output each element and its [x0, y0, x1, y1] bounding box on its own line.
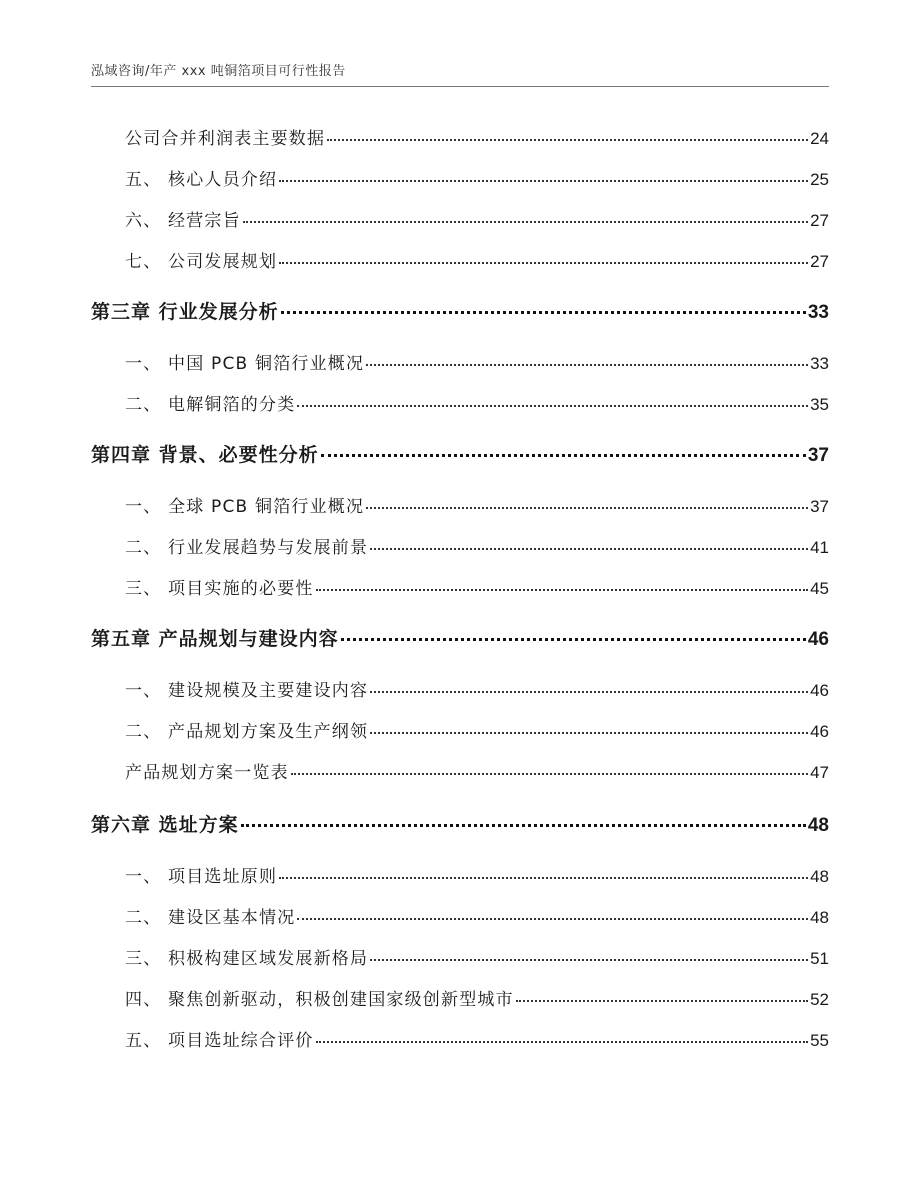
toc-entry[interactable]: [125, 758, 829, 783]
toc-entry-page: 52: [810, 990, 829, 1009]
dot-leader: [279, 168, 808, 185]
toc-entry-label: 五、 项目选址综合评价: [125, 1031, 314, 1051]
header-divider: [91, 86, 829, 87]
toc-entry[interactable]: [125, 1026, 829, 1051]
toc-entry-label: 七、 公司发展规划: [125, 252, 278, 272]
dot-leader: [327, 127, 808, 144]
toc-entry-label: 四、 聚焦创新驱动，积极创建国家级创新型城市: [125, 990, 514, 1010]
toc-entry[interactable]: [125, 944, 829, 969]
toc-entry[interactable]: [125, 124, 829, 149]
toc-entry[interactable]: [125, 985, 829, 1010]
dot-leader: [370, 679, 808, 696]
toc-entry[interactable]: [125, 717, 829, 742]
toc-entry[interactable]: [125, 862, 829, 887]
dot-leader: [370, 720, 808, 737]
toc-chapter-page: 37: [807, 445, 829, 466]
toc-entry-label: 二、 产品规划方案及生产纲领: [125, 722, 369, 742]
toc-entry-page: 47: [810, 763, 829, 782]
toc-chapter-page: 46: [807, 629, 829, 650]
toc-entry[interactable]: [125, 574, 829, 599]
toc-entry-label: 一、 中国 PCB 铜箔行业概况: [125, 354, 365, 374]
dot-leader: [316, 1029, 808, 1046]
dot-leader: [370, 947, 808, 964]
toc-chapter-label: 第四章 背景、必要性分析: [91, 444, 319, 466]
dot-leader: [366, 495, 808, 512]
toc-entry[interactable]: [125, 533, 829, 558]
toc-entry[interactable]: [125, 206, 829, 231]
toc-entry-label: 一、 项目选址原则: [125, 867, 278, 887]
dot-leader: [366, 352, 808, 369]
toc-entry-page: 46: [810, 722, 829, 741]
dot-leader: [297, 393, 808, 410]
toc-entry-page: 35: [810, 395, 829, 414]
toc-chapter-label: 第三章 行业发展分析: [91, 301, 279, 323]
toc-entry-page: 25: [810, 170, 829, 189]
dot-leader: [516, 988, 808, 1005]
dot-leader: [316, 577, 808, 594]
dot-leader: [279, 865, 808, 882]
toc-entry-label: 五、 核心人员介绍: [125, 170, 278, 190]
dot-leader: [281, 299, 806, 318]
toc-chapter[interactable]: [91, 297, 829, 324]
toc-entry[interactable]: [125, 492, 829, 517]
toc-entry-label: 三、 积极构建区域发展新格局: [125, 949, 369, 969]
toc-entry-page: 46: [810, 681, 829, 700]
toc-entry-page: 45: [810, 579, 829, 598]
toc-entry-label: 一、 全球 PCB 铜箔行业概况: [125, 497, 365, 517]
toc-chapter[interactable]: [91, 624, 829, 651]
dot-leader: [279, 250, 808, 267]
running-header: 泓域咨询/年产 xxx 吨铜箔项目可行性报告: [91, 64, 346, 79]
toc-entry-label: 六、 经营宗旨: [125, 211, 241, 231]
toc-entry[interactable]: [125, 676, 829, 701]
toc-entry-page: 33: [810, 354, 829, 373]
toc-entry-page: 55: [810, 1031, 829, 1050]
toc-entry-page: 41: [810, 538, 829, 557]
toc-entry-label: 一、 建设规模及主要建设内容: [125, 681, 369, 701]
toc-entry[interactable]: [125, 390, 829, 415]
toc-entry-label: 二、 电解铜箔的分类: [125, 395, 296, 415]
toc-entry-label: 公司合并利润表主要数据: [125, 129, 326, 149]
toc-entry[interactable]: [125, 903, 829, 928]
dot-leader: [243, 209, 808, 226]
toc-entry-page: 51: [810, 949, 829, 968]
toc-entry[interactable]: [125, 165, 829, 190]
toc-entry-page: 24: [810, 129, 829, 148]
toc-entry-page: 27: [810, 252, 829, 271]
toc-entry-label: 二、 行业发展趋势与发展前景: [125, 538, 369, 558]
toc-chapter-label: 第六章 选址方案: [91, 814, 239, 836]
toc-chapter[interactable]: [91, 440, 829, 467]
toc-chapter-label: 第五章 产品规划与建设内容: [91, 628, 339, 650]
dot-leader: [241, 812, 806, 831]
dot-leader: [297, 906, 808, 923]
toc-entry-label: 三、 项目实施的必要性: [125, 579, 314, 599]
toc-entry-page: 27: [810, 211, 829, 230]
toc-entry-label: 产品规划方案一览表: [125, 763, 289, 783]
toc-chapter[interactable]: [91, 810, 829, 837]
dot-leader: [291, 761, 808, 778]
toc-chapter-page: 33: [807, 302, 829, 323]
toc-entry[interactable]: [125, 349, 829, 374]
dot-leader: [370, 536, 808, 553]
toc-entry[interactable]: [125, 247, 829, 272]
toc-entry-page: 48: [810, 908, 829, 927]
toc-chapter-page: 48: [807, 815, 829, 836]
toc-entry-page: 48: [810, 867, 829, 886]
dot-leader: [321, 442, 806, 461]
toc-entry-label: 二、 建设区基本情况: [125, 908, 296, 928]
dot-leader: [341, 626, 806, 645]
toc-entry-page: 37: [810, 497, 829, 516]
